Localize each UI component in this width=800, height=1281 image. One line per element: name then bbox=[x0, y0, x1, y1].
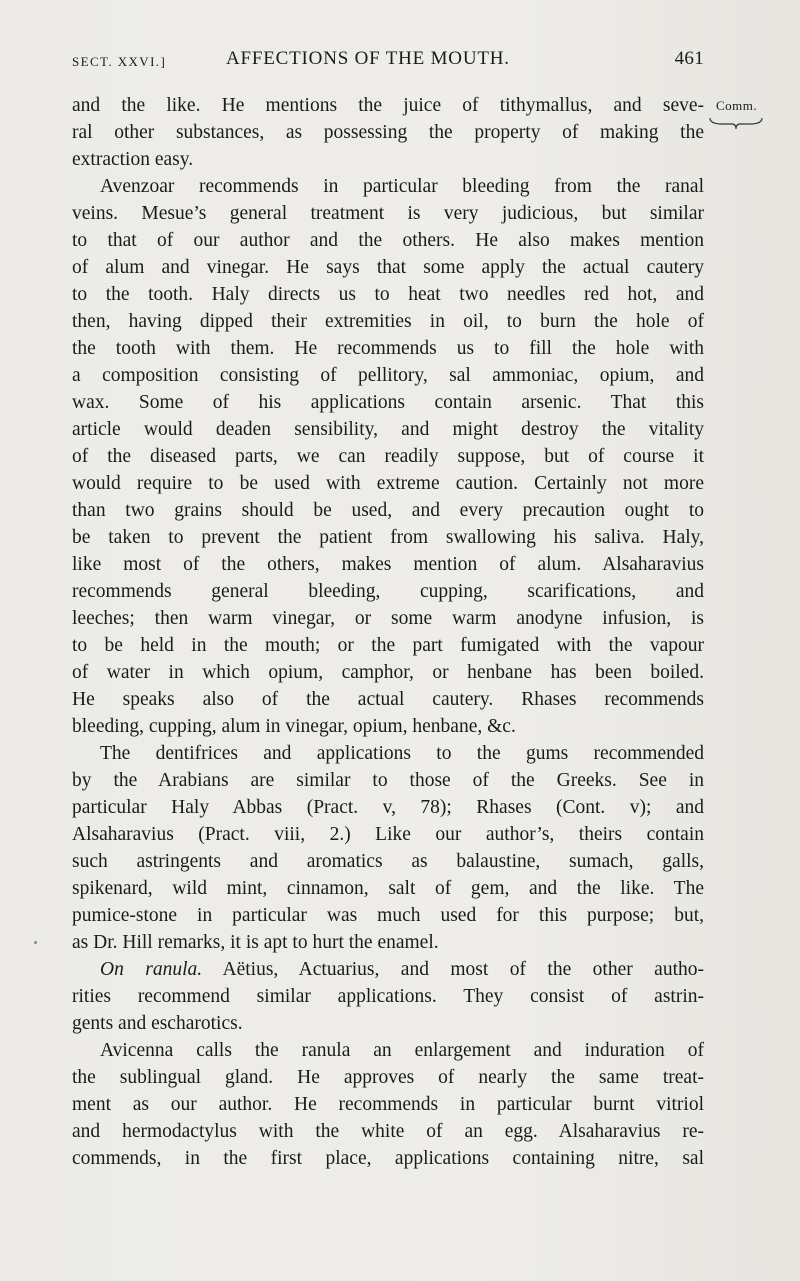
text-line: then, having dipped their extremities in oil, to burn the hole of bbox=[72, 311, 704, 332]
text-line: pumice-stone in particular was much used for this purpose; but, bbox=[72, 905, 704, 926]
text-line: He speaks also of the actual cautery. Rhases recommends bbox=[72, 689, 704, 710]
body-text bbox=[72, 92, 704, 1172]
section-label: SECT. XXVI.] bbox=[72, 54, 167, 69]
text-line: particular Haly Abbas (Pract. v, 78); Rhases (Cont. v); and bbox=[72, 797, 704, 818]
running-header bbox=[72, 48, 704, 74]
text-line: a composition consisting of pellitory, sal ammoniac, opium, and bbox=[72, 365, 704, 386]
text-line: leeches; then warm vinegar, or some warm anodyne infusion, is bbox=[72, 608, 704, 629]
text-line: like most of the others, makes mention of alum. Alsaharavius bbox=[72, 554, 704, 575]
text-line: bleeding, cupping, alum in vinegar, opium, henbane, &c. bbox=[72, 716, 516, 737]
text-line: spikenard, wild mint, cinnamon, salt of gem, and the like. The bbox=[72, 878, 704, 899]
text-line: extraction easy. bbox=[72, 149, 194, 170]
text-line: to be held in the mouth; or the part fumigated with the vapour bbox=[72, 635, 704, 656]
text-line: rities recommend similar applications. They consist of astrin- bbox=[72, 986, 704, 1007]
text-line: of water in which opium, camphor, or henbane has been boiled. bbox=[72, 662, 704, 683]
text-line: article would deaden sensibility, and might destroy the vitality bbox=[72, 419, 704, 440]
text-line: recommends general bleeding, cupping, scarifications, and bbox=[72, 581, 704, 602]
text-line: to the tooth. Haly directs us to heat two needles red hot, and bbox=[72, 284, 704, 305]
text-line: Avenzoar recommends in particular bleeding from the ranal bbox=[100, 176, 704, 197]
text-line: the tooth with them. He recommends us to fill the hole with bbox=[72, 338, 704, 359]
text-line bbox=[72, 956, 704, 983]
text-line: of alum and vinegar. He says that some apply the actual cautery bbox=[72, 257, 704, 278]
text-line: than two grains should be used, and every precaution ought to bbox=[72, 500, 704, 521]
chapter-title: AFFECTIONS OF THE MOUTH. bbox=[226, 48, 510, 69]
text-line: to that of our author and the others. He also makes mention bbox=[72, 230, 704, 251]
text-line: be taken to prevent the patient from swallowing his saliva. Haly, bbox=[72, 527, 704, 548]
line-text: Aëtius, Actuarius, and most of the other autho- bbox=[202, 959, 704, 980]
text-line: Alsaharavius (Pract. viii, 2.) Like our author’s, theirs contain bbox=[72, 824, 704, 845]
margin-brace-icon bbox=[708, 116, 764, 130]
text-line: commends, in the first place, applications containing nitre, sal bbox=[72, 1148, 704, 1169]
page-number: 461 bbox=[674, 48, 704, 69]
margin-note: Comm. bbox=[716, 98, 758, 113]
text-line: would require to be used with extreme caution. Certainly not more bbox=[72, 473, 704, 494]
text-line: of the diseased parts, we can readily suppose, but of course it bbox=[72, 446, 704, 467]
text-line: and the like. He mentions the juice of tithymallus, and seve- bbox=[72, 95, 704, 116]
text-line: wax. Some of his applications contain arsenic. That this bbox=[72, 392, 704, 413]
text-line: veins. Mesue’s general treatment is very judicious, but similar bbox=[72, 203, 704, 224]
ink-speck bbox=[34, 941, 37, 944]
text-line: and hermodactylus with the white of an egg. Alsaharavius re- bbox=[72, 1121, 704, 1142]
italic-heading: On ranula. bbox=[100, 959, 203, 980]
text-line: ral other substances, as possessing the property of making the bbox=[72, 122, 704, 143]
text-line: The dentifrices and applications to the gums recommended bbox=[100, 743, 704, 764]
text-line: ment as our author. He recommends in particular burnt vitriol bbox=[72, 1094, 704, 1115]
text-line: the sublingual gland. He approves of nearly the same treat- bbox=[72, 1067, 704, 1088]
text-line: gents and escharotics. bbox=[72, 1013, 243, 1034]
text-line: Avicenna calls the ranula an enlargement and induration of bbox=[100, 1040, 704, 1061]
text-line: as Dr. Hill remarks, it is apt to hurt the enamel. bbox=[72, 932, 439, 953]
text-line: such astringents and aromatics as balaustine, sumach, galls, bbox=[72, 851, 704, 872]
text-line: by the Arabians are similar to those of the Greeks. See in bbox=[72, 770, 704, 791]
